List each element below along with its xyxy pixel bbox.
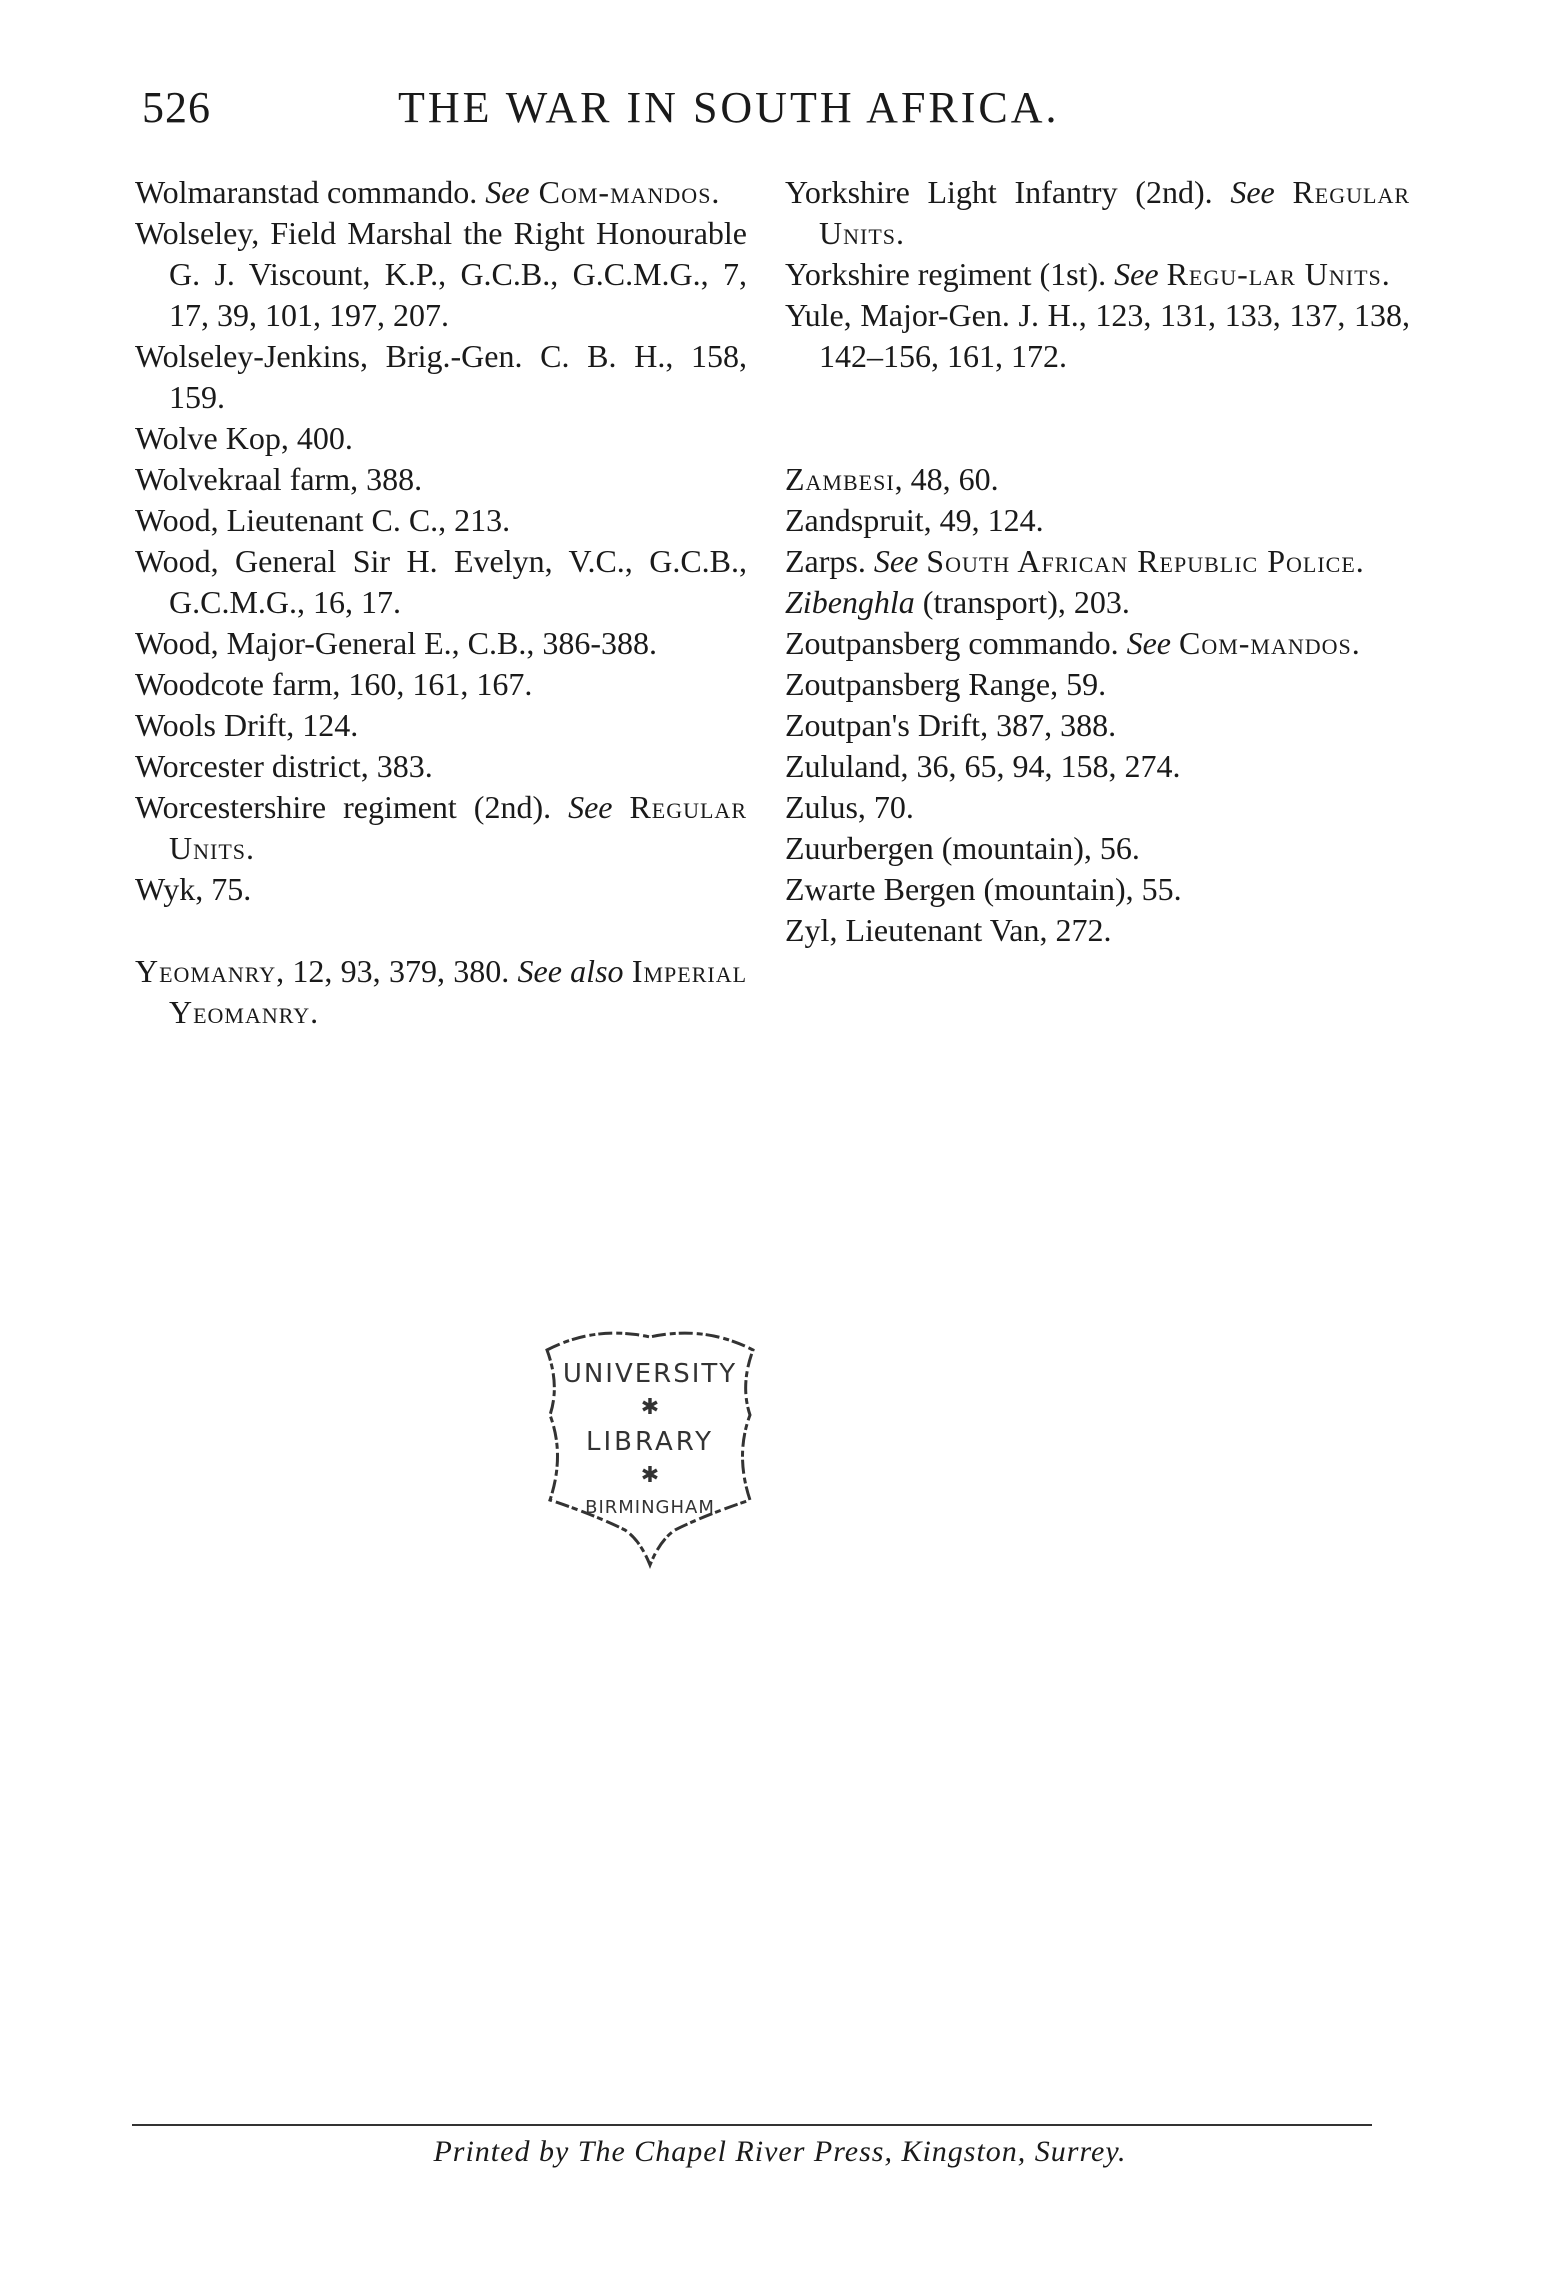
index-entry: Zwarte Bergen (mountain), 55. <box>785 871 1182 907</box>
footer-rule <box>132 2124 1372 2126</box>
index-entry: Yule, Major-Gen. J. H., 123, 131, 133, 137, 138, 142–156, 161, 172. <box>785 297 1410 374</box>
star-icon: ✱ <box>640 1463 660 1488</box>
section-gap <box>135 910 747 951</box>
index-entry: Zoutpansberg Range, 59. <box>785 666 1107 702</box>
index-entry: Wolvekraal farm, 388. <box>135 461 423 497</box>
library-stamp <box>535 1315 765 1575</box>
index-entry: Zoutpansberg commando. See Com-mandos. <box>785 625 1361 661</box>
index-entry: Zandspruit, 49, 124. <box>785 502 1044 538</box>
index-entry: Wolmaranstad commando. See Com-mandos. <box>135 174 721 210</box>
stamp-library-text: LIBRARY <box>585 1427 715 1457</box>
index-entry: Zambesi, 48, 60. <box>785 461 999 497</box>
index-entry: Yorkshire regiment (1st). See Regu-lar Units. <box>785 256 1391 292</box>
index-entry: Wood, Lieutenant C. C., 213. <box>135 502 511 538</box>
index-entry: Zyl, Lieutenant Van, 272. <box>785 912 1112 948</box>
index-entry: Zululand, 36, 65, 94, 158, 274. <box>785 748 1181 784</box>
index-entry: Zulus, 70. <box>785 789 914 825</box>
stamp-birmingham-text: BIRMINGHAM <box>585 1497 715 1518</box>
index-column-right <box>785 172 1410 951</box>
index-entry: Worcestershire regiment (2nd). See Regular Units. <box>135 789 747 866</box>
index-entry: Wyk, 75. <box>135 871 252 907</box>
index-column-left <box>135 172 747 1033</box>
printer-imprint: Printed by The Chapel River Press, Kingston, Surrey. <box>433 2135 1127 2168</box>
index-entry: Wolve Kop, 400. <box>135 420 353 456</box>
index-entry: Wood, General Sir H. Evelyn, V.C., G.C.B., G.C.M.G., 16, 17. <box>135 543 747 620</box>
section-gap <box>785 377 1410 418</box>
stamp-university-text: UNIVERSITY <box>562 1359 738 1389</box>
index-entry: Yeomanry, 12, 93, 379, 380. See also Imperial Yeomanry. <box>135 953 748 1030</box>
index-entry: Zarps. See South African Republic Police. <box>785 543 1365 579</box>
star-icon: ✱ <box>640 1395 660 1420</box>
index-entry: Wolseley-Jenkins, Brig.-Gen. C. B. H., 158, 159. <box>135 338 747 415</box>
running-title: THE WAR IN SOUTH AFRICA. <box>398 83 1060 132</box>
index-entry: Yorkshire Light Infantry (2nd). See Regular Units. <box>785 174 1411 251</box>
page-number: 526 <box>142 83 211 132</box>
index-entry: Wolseley, Field Marshal the Right Honourable G. J. Viscount, K.P., G.C.B., G.C.M.G., 7, 17, 39, 101, 197, 207. <box>135 215 747 333</box>
index-entry: Zibenghla (transport), 203. <box>785 584 1130 620</box>
index-entry: Worcester district, 383. <box>135 748 433 784</box>
index-entry: Wood, Major-General E., C.B., 386-388. <box>135 625 658 661</box>
index-entry: Zuurbergen (mountain), 56. <box>785 830 1140 866</box>
index-entry: Zoutpan's Drift, 387, 388. <box>785 707 1117 743</box>
index-entry: Wools Drift, 124. <box>135 707 359 743</box>
section-gap <box>785 418 1410 459</box>
index-entry: Woodcote farm, 160, 161, 167. <box>135 666 533 702</box>
